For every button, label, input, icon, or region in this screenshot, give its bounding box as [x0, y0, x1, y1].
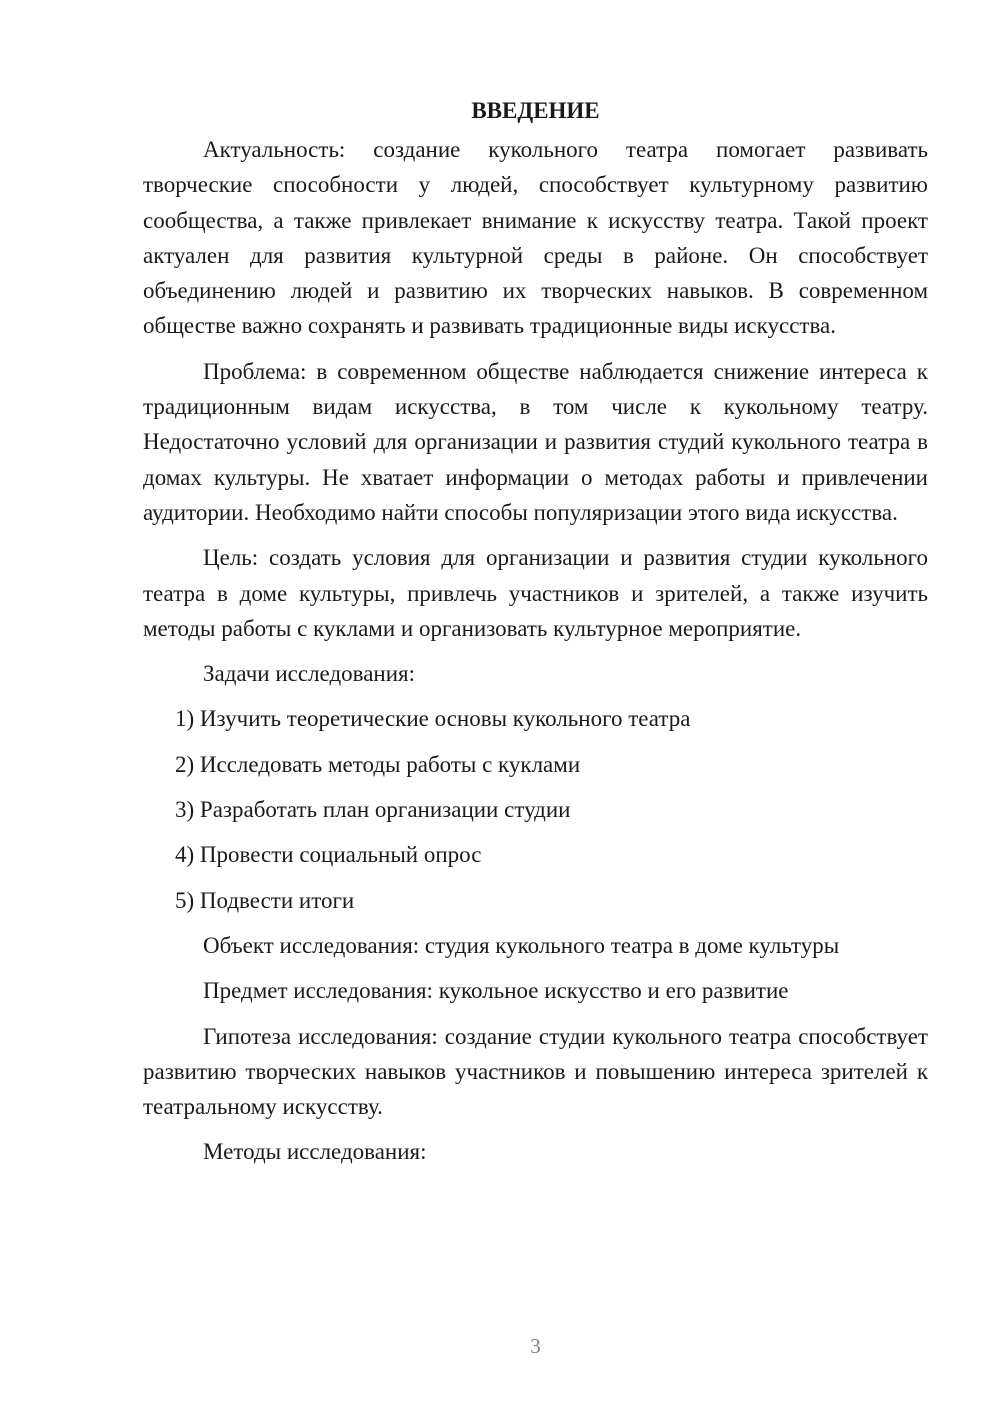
page-content: [143, 96, 928, 1180]
paragraph-problem: Проблема: в современном обществе наблюдается снижение интереса к традиционным видам искусства, в том числе к кукольному театру. Недостаточно условий для организации и развития студий кукольного театра в домах культуры. Не хватает информации о методах работы и привлечении аудитории. Необходимо найти способы популяризации этого вида искусства.: [143, 358, 928, 525]
section-heading: ВВЕДЕНИЕ: [471, 98, 600, 123]
paragraph-relevance: Актуальность: создание кукольного театра помогает развивать творческие способности у людей, способствует культурному развитию сообщества, а также привлекает внимание к искусству театра. Такой проект актуален для развития культурной среды в районе. Он способствует объединению людей и развитию их творческих навыков. В современном обществе важно сохранять и развивать традиционные виды искусства.: [143, 137, 928, 339]
task-item-3: 3) Разработать план организации студии: [175, 797, 571, 823]
task-item-5: 5) Подвести итоги: [175, 887, 355, 913]
paragraph-goal: Цель: создать условия для организации и развития студии кукольного театра в доме культуры, привлечь участников и зрителей, а также изучить методы работы с куклами и организовать культурное мероприятие.: [143, 545, 928, 641]
tasks-label: Задачи исследования:: [203, 661, 416, 687]
task-item-4: 4) Провести социальный опрос: [175, 842, 482, 868]
research-object: Объект исследования: студия кукольного театра в доме культуры: [203, 932, 840, 958]
page-number: 3: [530, 1334, 541, 1358]
research-subject: Предмет исследования: кукольное искусство и его развитие: [203, 978, 789, 1004]
task-item-1: 1) Изучить теоретические основы кукольного театра: [175, 706, 691, 732]
paragraph-hypothesis: Гипотеза исследования: создание студии кукольного театра способствует развитию творческих навыков участников и повышению интереса зрителей к театральному искусству.: [143, 1023, 928, 1120]
methods-label: Методы исследования:: [203, 1139, 427, 1165]
task-item-2: 2) Исследовать методы работы с куклами: [175, 751, 581, 777]
tasks-list: [143, 701, 928, 917]
